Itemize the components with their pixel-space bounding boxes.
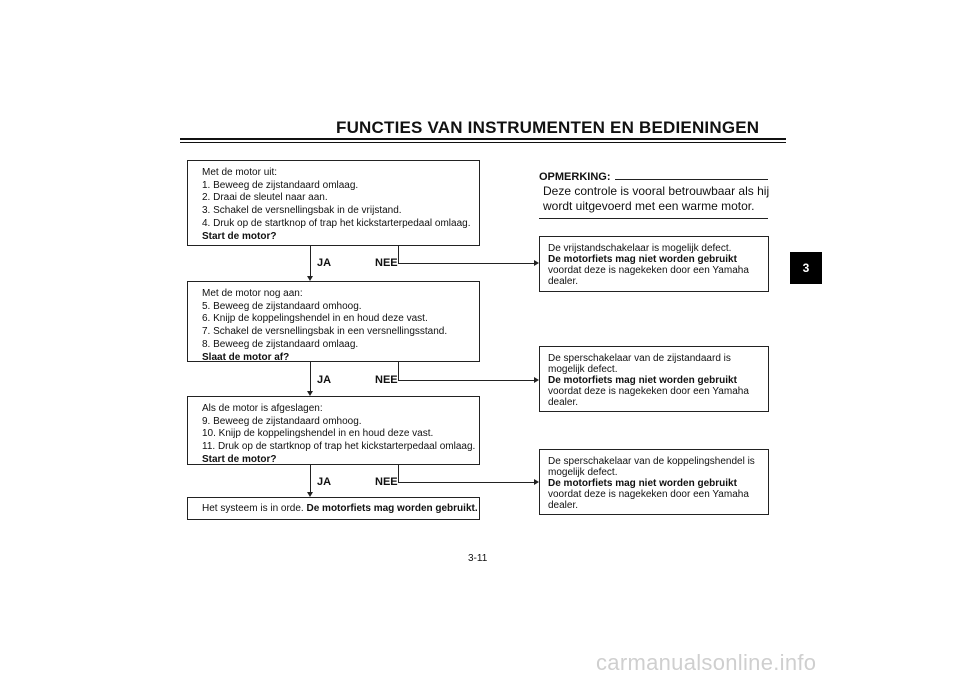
- result-2-line: voordat deze is nagekeken door een Yamaha: [548, 386, 749, 397]
- result-box-1: [539, 236, 769, 292]
- page-title: FUNCTIES VAN INSTRUMENTEN EN BEDIENINGEN: [336, 118, 760, 137]
- step-2-question: Slaat de motor af?: [202, 351, 290, 363]
- step-3-line: 11. Druk op de startknop of trap het kickstarterpedaal omlaag.: [202, 441, 476, 453]
- result-1-warning: De motorfiets mag niet worden gebruikt: [548, 254, 737, 265]
- no-label-2: NEE: [375, 374, 398, 386]
- no-connector-1: [398, 263, 534, 264]
- step-2-line: Met de motor nog aan:: [202, 288, 303, 299]
- result-3-line: De sperschakelaar van de koppelingshendel is: [548, 456, 755, 467]
- step-1-line: 2. Draai de sleutel naar aan.: [202, 192, 328, 204]
- final-bold-text: De motorfiets mag worden gebruikt.: [306, 503, 478, 514]
- note-rule-top: [615, 179, 768, 180]
- yes-connector-3: [310, 465, 311, 493]
- header-rule: [180, 138, 786, 140]
- no-connector-3: [398, 482, 534, 483]
- final-text: Het systeem is in orde.: [202, 503, 307, 514]
- step-3-line: 9. Beweeg de zijstandaard omhoog.: [202, 415, 362, 427]
- flow-final: [187, 497, 480, 520]
- flow-step-3: [187, 396, 480, 465]
- watermark: carmanualsonline.info: [596, 650, 817, 675]
- result-1-line: voordat deze is nagekeken door een Yamaha: [548, 265, 749, 276]
- no-connector-2-drop: [398, 362, 399, 380]
- yes-label-2: JA: [317, 374, 332, 386]
- result-3-line: voordat deze is nagekeken door een Yamaha: [548, 489, 749, 500]
- result-box-3: [539, 449, 769, 515]
- no-connector-2: [398, 380, 534, 381]
- no-connector-1-drop: [398, 246, 399, 263]
- result-2-warning: De motorfiets mag niet worden gebruikt: [548, 375, 737, 386]
- result-2-line: De sperschakelaar van de zijstandaard is: [548, 353, 731, 364]
- chapter-number: 3: [802, 261, 810, 275]
- step-2-line: 8. Beweeg de zijstandaard omlaag.: [202, 338, 359, 350]
- page-number: 3-11: [468, 553, 488, 564]
- yes-connector-2: [310, 362, 311, 392]
- yes-connector-1: [310, 246, 311, 277]
- result-1-line: De vrijstandschakelaar is mogelijk defect.: [548, 243, 732, 254]
- step-1-line: Met de motor uit:: [202, 167, 278, 178]
- step-1-question: Start de motor?: [202, 230, 277, 242]
- result-2-line: dealer.: [548, 397, 579, 408]
- header-rule-thin: [180, 142, 786, 143]
- step-3-line: 10. Knijp de koppelingshendel in en houd deze vast.: [202, 428, 434, 440]
- note-text: Deze controle is vooral betrouwbaar als hij wordt uitgevoerd met een warme motor.: [543, 184, 770, 213]
- step-3-line: Als de motor is afgeslagen:: [202, 403, 323, 414]
- step-2-line: 5. Beweeg de zijstandaard omhoog.: [202, 300, 362, 312]
- step-3-question: Start de motor?: [202, 453, 277, 465]
- result-3-line: mogelijk defect.: [548, 467, 618, 478]
- step-1-line: 1. Beweeg de zijstandaard omlaag.: [202, 179, 359, 191]
- no-connector-3-drop: [398, 465, 399, 482]
- step-2-line: 7. Schakel de versnellingsbak in een versnellingsstand.: [202, 326, 448, 338]
- result-3-line: dealer.: [548, 500, 579, 511]
- result-3-warning: De motorfiets mag niet worden gebruikt: [548, 478, 737, 489]
- step-1-line: 3. Schakel de versnellingsbak in de vrijstand.: [202, 205, 402, 217]
- flow-step-2: [187, 281, 480, 362]
- chapter-tab: [790, 252, 822, 284]
- yes-label-1: JA: [317, 257, 332, 269]
- step-1-line: 4. Druk op de startknop of trap het kickstarterpedaal omlaag.: [202, 217, 471, 229]
- no-label-1: NEE: [375, 257, 398, 269]
- note-title: OPMERKING:: [539, 171, 611, 183]
- no-label-3: NEE: [375, 476, 398, 488]
- step-2-line: 6. Knijp de koppelingshendel in en houd deze vast.: [202, 313, 428, 325]
- flow-step-1: [187, 160, 480, 246]
- result-2-line: mogelijk defect.: [548, 364, 618, 375]
- note-rule-bottom: [539, 218, 768, 219]
- result-box-2: [539, 346, 769, 412]
- yes-label-3: JA: [317, 476, 332, 488]
- result-1-line: dealer.: [548, 276, 579, 287]
